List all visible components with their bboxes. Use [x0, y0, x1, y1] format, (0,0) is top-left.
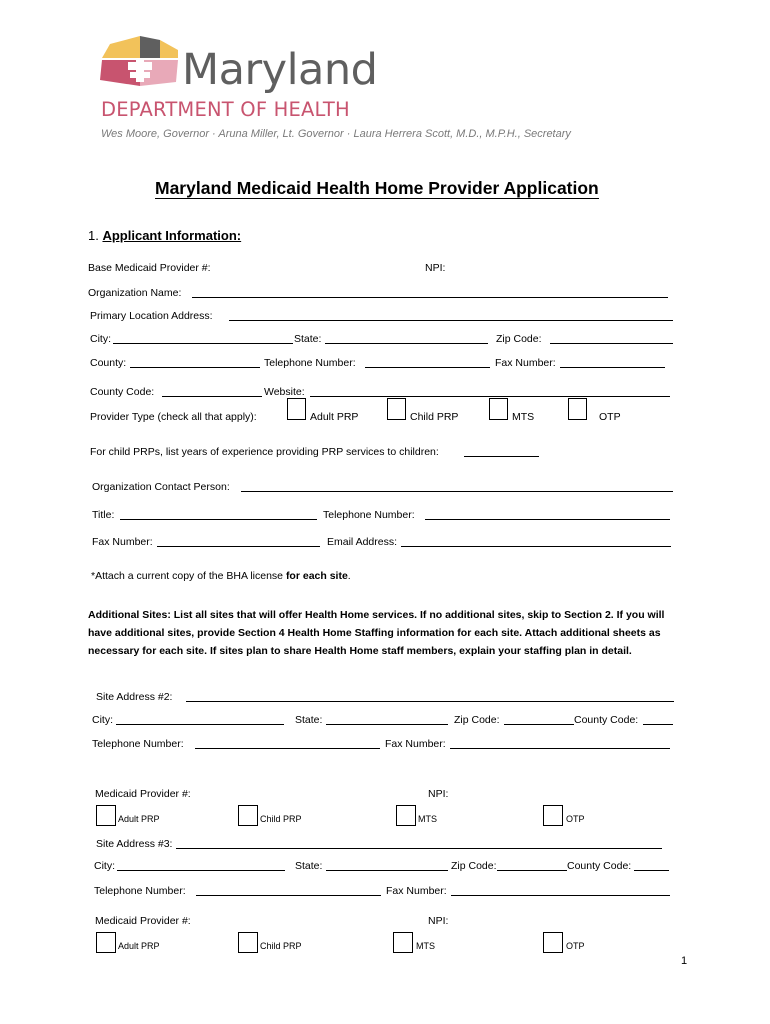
otp-checkbox[interactable] [568, 398, 587, 420]
site2-county-code-field[interactable] [643, 724, 673, 725]
title-label: Title: [92, 509, 115, 521]
child-prp-label: Child PRP [410, 411, 459, 423]
otp-label: OTP [599, 411, 621, 423]
site2-city-label: City: [92, 714, 113, 726]
telephone-label: Telephone Number: [264, 357, 356, 369]
mts-label: MTS [512, 411, 535, 423]
state-label: State: [294, 333, 322, 345]
base-provider-label: Base Medicaid Provider #: [88, 262, 211, 274]
website-field[interactable] [310, 396, 670, 397]
provider-type-label: Provider Type (check all that apply): [90, 411, 257, 423]
primary-address-field[interactable] [229, 320, 673, 321]
email-label: Email Address: [327, 536, 398, 548]
website-label: Website: [264, 386, 305, 398]
site2-provider-label: Medicaid Provider #: [95, 788, 191, 800]
page-number: 1 [681, 955, 688, 967]
site3-child-prp-checkbox[interactable] [238, 932, 258, 953]
site2-otp-label: OTP [566, 814, 585, 824]
mts-checkbox[interactable] [489, 398, 508, 420]
site3-zip-field[interactable] [497, 870, 567, 871]
site3-city-field[interactable] [117, 870, 285, 871]
site3-address-field[interactable] [176, 848, 662, 849]
section-1-heading: 1. Applicant Information: [88, 228, 242, 243]
child-years-label: For child PRPs, list years of experience providing PRP services to children: [90, 446, 439, 458]
zip-label: Zip Code: [496, 333, 542, 345]
site3-otp-checkbox[interactable] [543, 932, 563, 953]
site3-npi-label: NPI: [428, 915, 449, 927]
zip-field[interactable] [550, 343, 673, 344]
maryland-flag-logo-icon [100, 36, 180, 86]
site2-fax-label: Fax Number: [385, 738, 446, 750]
site3-fax-label: Fax Number: [386, 885, 447, 897]
site3-mts-checkbox[interactable] [393, 932, 413, 953]
adult-prp-label: Adult PRP [310, 411, 359, 423]
site3-address-label: Site Address #3: [96, 838, 173, 850]
site2-telephone-label: Telephone Number: [92, 738, 184, 750]
site3-child-prp-label: Child PRP [260, 941, 302, 951]
child-prp-checkbox[interactable] [387, 398, 406, 420]
site2-zip-label: Zip Code: [454, 714, 500, 726]
site3-fax-field[interactable] [451, 895, 670, 896]
county-label: County: [90, 357, 127, 369]
officials-line: Wes Moore, Governor · Aruna Miller, Lt. Governor · Laura Herrera Scott, M.D., M.P.H., Secretary [101, 128, 571, 140]
org-name-field[interactable] [192, 297, 668, 298]
adult-prp-checkbox[interactable] [287, 398, 306, 420]
site2-address-label: Site Address #2: [96, 691, 173, 703]
site3-otp-label: OTP [566, 941, 585, 951]
child-years-field[interactable] [464, 456, 539, 457]
department-name: DEPARTMENT OF HEALTH [101, 98, 350, 121]
site3-state-label: State: [295, 860, 323, 872]
additional-sites-instructions: Additional Sites: List all sites that will offer Health Home services. If no additional sites, skip to Section 2. If you will have additional sites, provide Section 4 Health Home Staffing information for each site. Attach additional sheets as necessary for each site. If sites plan to share Health Home staff members, explain your staffing plan in detail. [88, 609, 665, 658]
site3-county-code-field[interactable] [634, 870, 669, 871]
site3-adult-prp-label: Adult PRP [118, 941, 160, 951]
fax-label: Fax Number: [495, 357, 556, 369]
city-label: City: [90, 333, 111, 345]
site3-adult-prp-checkbox[interactable] [96, 932, 116, 953]
site2-mts-checkbox[interactable] [396, 805, 416, 826]
brand-name: Maryland [182, 45, 378, 95]
page-title: Maryland Medicaid Health Home Provider Application [155, 178, 599, 198]
county-field[interactable] [130, 367, 260, 368]
site3-zip-label: Zip Code: [451, 860, 497, 872]
site2-state-field[interactable] [326, 724, 448, 725]
site2-mts-label: MTS [418, 814, 437, 824]
site2-npi-label: NPI: [428, 788, 449, 800]
site3-state-field[interactable] [326, 870, 448, 871]
county-code-label: County Code: [90, 386, 155, 398]
state-field[interactable] [325, 343, 488, 344]
contact-fax-field[interactable] [157, 546, 320, 547]
contact-phone-field[interactable] [425, 519, 670, 520]
email-field[interactable] [401, 546, 671, 547]
site2-county-code-label: County Code: [574, 714, 639, 726]
attach-note: *Attach a current copy of the BHA license for each site. [91, 570, 351, 582]
site2-state-label: State: [295, 714, 323, 726]
site3-county-code-label: County Code: [567, 860, 632, 872]
site3-city-label: City: [94, 860, 115, 872]
site2-otp-checkbox[interactable] [543, 805, 563, 826]
contact-fax-label: Fax Number: [92, 536, 153, 548]
site2-zip-field[interactable] [504, 724, 574, 725]
site2-adult-prp-label: Adult PRP [118, 814, 160, 824]
county-code-field[interactable] [162, 396, 262, 397]
telephone-field[interactable] [365, 367, 490, 368]
site2-child-prp-label: Child PRP [260, 814, 302, 824]
site2-telephone-field[interactable] [195, 748, 380, 749]
site3-provider-label: Medicaid Provider #: [95, 915, 191, 927]
site2-city-field[interactable] [116, 724, 284, 725]
site3-telephone-label: Telephone Number: [94, 885, 186, 897]
site2-adult-prp-checkbox[interactable] [96, 805, 116, 826]
city-field[interactable] [113, 343, 293, 344]
fax-field[interactable] [560, 367, 665, 368]
contact-phone-label: Telephone Number: [323, 509, 415, 521]
site2-child-prp-checkbox[interactable] [238, 805, 258, 826]
title-field[interactable] [120, 519, 317, 520]
contact-person-field[interactable] [241, 491, 673, 492]
org-name-label: Organization Name: [88, 287, 182, 299]
site3-mts-label: MTS [416, 941, 435, 951]
site2-address-field[interactable] [186, 701, 674, 702]
primary-address-label: Primary Location Address: [90, 310, 213, 322]
site3-telephone-field[interactable] [196, 895, 381, 896]
contact-person-label: Organization Contact Person: [92, 481, 230, 493]
npi-label: NPI: [425, 262, 446, 274]
site2-fax-field[interactable] [450, 748, 670, 749]
